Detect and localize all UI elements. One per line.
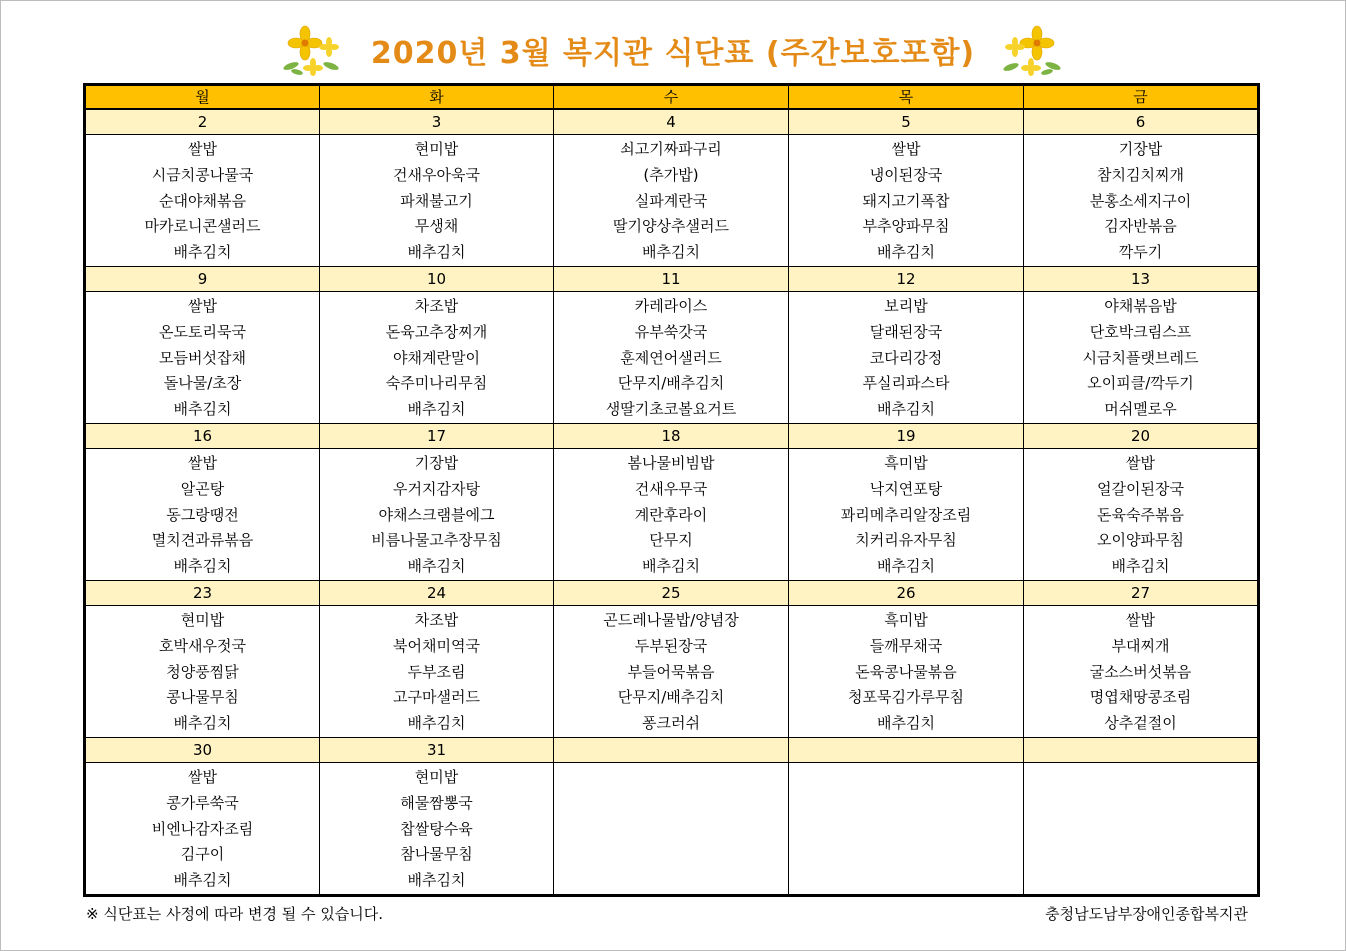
- menu-item: 들깨무채국: [869, 636, 943, 655]
- menu-item: 유부쑥갓국: [634, 322, 708, 341]
- menu-item: 온도토리묵국: [159, 322, 246, 341]
- date-cell: [554, 738, 789, 763]
- menu-item: 마카로니콘샐러드: [144, 217, 261, 236]
- menu-item: 딸기양상추샐러드: [613, 217, 729, 236]
- menu-item: 배추김치: [642, 557, 700, 576]
- menu-cell: [554, 135, 789, 267]
- menu-item: 배추김치: [407, 400, 466, 419]
- menu-item: 꽈리메추리알장조림: [840, 505, 972, 524]
- menu-item: 배추김치: [173, 400, 232, 419]
- menu-item: [554, 791, 788, 817]
- date-cell: 6: [1024, 109, 1259, 135]
- menu-item: 건새우아욱국: [393, 165, 480, 184]
- date-row: [85, 424, 1259, 449]
- menu-item: 달래된장국: [869, 322, 943, 341]
- menu-item: 배추김치: [407, 557, 466, 576]
- menu-item: 부들어묵볶음: [627, 662, 715, 681]
- menu-item: 청양풍찜닭: [166, 662, 239, 681]
- menu-cell: [789, 763, 1024, 896]
- menu-item: [1024, 765, 1257, 791]
- date-cell: 19: [789, 424, 1024, 449]
- menu-item: 낙지연포탕: [869, 479, 943, 498]
- menu-item: 알곤탕: [180, 479, 225, 498]
- menu-item: 콩가루쑥국: [166, 793, 239, 812]
- menu-item: 배추김치: [407, 871, 466, 890]
- menu-item: 훈제연어샐러드: [620, 348, 722, 367]
- menu-cell: [320, 763, 554, 896]
- page-title: 2020년 3월 복지관 식단표 (주간보호포함): [370, 36, 976, 71]
- flower-left-icon: [283, 22, 345, 78]
- menu-item: 부대찌개: [1111, 636, 1170, 655]
- menu-item: [1024, 791, 1257, 817]
- weekday-header: 목: [789, 85, 1024, 110]
- menu-item: 배추김치: [642, 243, 700, 262]
- menu-item: 배추김치: [173, 871, 232, 890]
- menu-item: 숙주미나리무침: [385, 374, 488, 393]
- menu-item: 현미밥: [414, 768, 459, 786]
- menu-item: 멸치견과류볶음: [151, 531, 254, 550]
- menu-row: [85, 763, 1259, 896]
- menu-item: 단무지/배추김치: [617, 374, 725, 393]
- menu-cell: [1024, 763, 1259, 896]
- menu-item: [789, 765, 1023, 791]
- date-cell: 27: [1024, 581, 1259, 606]
- menu-cell: [1024, 135, 1259, 267]
- menu-item: 북어채미역국: [393, 636, 480, 655]
- notice-text: ※ 식단표는 사정에 따라 변경 될 수 있습니다.: [86, 905, 384, 923]
- menu-item: [554, 765, 788, 791]
- date-cell: 5: [789, 109, 1024, 135]
- menu-item: 배추김치: [407, 714, 466, 733]
- menu-item: 김자반볶음: [1104, 217, 1177, 236]
- date-cell: 18: [554, 424, 789, 449]
- menu-item: [1024, 842, 1257, 868]
- menu-item: 쌀밥: [891, 140, 921, 158]
- menu-item: [1024, 868, 1257, 894]
- menu-item: 시금치플랫브레드: [1082, 348, 1199, 367]
- menu-item: 쌀밥: [188, 140, 217, 158]
- menu-table: [83, 83, 1260, 897]
- menu-item: 비엔나감자조림: [151, 819, 254, 838]
- menu-item: 참나물무침: [400, 845, 473, 864]
- menu-cell: [85, 606, 320, 738]
- date-cell: 16: [85, 424, 320, 449]
- menu-item: 쌀밥: [1126, 611, 1155, 629]
- menu-item: 김구이: [180, 845, 225, 864]
- menu-cell: [320, 292, 554, 424]
- menu-item: 단무지/배추김치: [617, 688, 725, 707]
- menu-cell: [554, 763, 789, 896]
- menu-item: 호박새우젓국: [159, 636, 246, 655]
- menu-cell: [789, 606, 1024, 738]
- weekday-header-row: [85, 85, 1259, 110]
- date-row: [85, 581, 1259, 606]
- menu-item: 배추김치: [173, 557, 232, 576]
- menu-item: 곤드레나물밥/양념장: [603, 611, 739, 629]
- menu-item: 돈육콩나물볶음: [855, 662, 957, 681]
- menu-cell: [85, 763, 320, 896]
- menu-body: [85, 109, 1259, 896]
- menu-item: 푸실리파스타: [862, 374, 950, 393]
- menu-item: 분홍소세지구이: [1089, 191, 1192, 210]
- menu-item: 모듬버섯잡채: [159, 348, 246, 367]
- menu-item: 퐁크러쉬: [642, 714, 700, 733]
- date-row: [85, 267, 1259, 292]
- menu-item: 배추김치: [1111, 557, 1170, 576]
- menu-item: 배추김치: [407, 243, 466, 262]
- menu-item: 우거지감자탕: [393, 479, 480, 498]
- menu-item: 얼갈이된장국: [1097, 479, 1184, 498]
- menu-cell: [1024, 449, 1259, 581]
- menu-item: 굴소스버섯볶음: [1089, 662, 1192, 681]
- menu-item: [789, 842, 1023, 868]
- menu-item: 두부된장국: [634, 636, 708, 655]
- menu-item: 돈육숙주볶음: [1097, 505, 1184, 524]
- menu-row: [85, 135, 1259, 267]
- menu-item: 차조밥: [414, 297, 459, 315]
- menu-item: 부추양파무침: [862, 217, 950, 236]
- menu-item: 배추김치: [877, 557, 935, 576]
- date-cell: 3: [320, 109, 554, 135]
- menu-item: 현미밥: [180, 611, 225, 629]
- menu-item: 카레라이스: [634, 297, 708, 315]
- menu-row: [85, 292, 1259, 424]
- menu-item: [1024, 817, 1257, 843]
- menu-cell: [789, 292, 1024, 424]
- menu-item: [789, 868, 1023, 894]
- menu-item: 실파계란국: [634, 191, 708, 210]
- date-cell: [789, 738, 1024, 763]
- menu-item: [554, 868, 788, 894]
- menu-item: 치커리유자무침: [855, 531, 957, 550]
- menu-item: 건새우무국: [634, 479, 708, 498]
- menu-item: 쌀밥: [188, 454, 217, 472]
- menu-item: 쌀밥: [188, 297, 217, 315]
- menu-item: 야채볶음밥: [1104, 297, 1177, 315]
- menu-item: 시금치콩나물국: [151, 165, 254, 184]
- menu-item: 두부조림: [407, 662, 466, 681]
- title-row: [0, 22, 1346, 78]
- menu-item: 야채계란말이: [393, 348, 480, 367]
- menu-cell: [320, 606, 554, 738]
- menu-item: [789, 791, 1023, 817]
- menu-item: 돌나물/초장: [163, 374, 242, 393]
- weekday-header: 수: [554, 85, 789, 110]
- menu-item: 해물짬뽕국: [400, 793, 473, 812]
- date-cell: 13: [1024, 267, 1259, 292]
- weekday-header: 월: [85, 85, 320, 110]
- date-row: [85, 109, 1259, 135]
- menu-cell: [554, 292, 789, 424]
- menu-cell: [1024, 606, 1259, 738]
- menu-item: 단무지: [649, 531, 693, 550]
- menu-item: 파채불고기: [400, 191, 473, 210]
- menu-item: 참치김치찌개: [1097, 165, 1184, 184]
- date-cell: 2: [85, 109, 320, 135]
- date-cell: 23: [85, 581, 320, 606]
- menu-item: 쌀밥: [1126, 454, 1155, 472]
- menu-row: [85, 449, 1259, 581]
- menu-item: 비름나물고추장무침: [371, 531, 502, 550]
- menu-item: 흑미밥: [884, 454, 928, 472]
- date-cell: [1024, 738, 1259, 763]
- menu-item: 야채스크램블에그: [378, 505, 495, 524]
- menu-item: 동그랑땡전: [166, 505, 239, 524]
- menu-item: 보리밥: [884, 297, 928, 315]
- date-cell: 31: [320, 738, 554, 763]
- menu-cell: [85, 292, 320, 424]
- menu-item: 청포묵김가루무침: [848, 688, 964, 707]
- menu-item: 찹쌀탕수육: [400, 819, 473, 838]
- menu-item: 고구마샐러드: [393, 688, 480, 707]
- menu-item: 명엽채땅콩조림: [1089, 688, 1192, 707]
- weekday-header: 화: [320, 85, 554, 110]
- menu-item: 순대야채볶음: [159, 191, 246, 210]
- menu-item: 쇠고기짜파구리: [620, 140, 722, 158]
- menu-item: (추가밥): [643, 165, 699, 184]
- menu-item: 배추김치: [877, 243, 935, 262]
- menu-item: 깍두기: [1118, 243, 1163, 262]
- weekday-header: 금: [1024, 85, 1259, 110]
- menu-cell: [85, 449, 320, 581]
- date-cell: 25: [554, 581, 789, 606]
- menu-cell: [320, 135, 554, 267]
- menu-cell: [85, 135, 320, 267]
- date-cell: 9: [85, 267, 320, 292]
- menu-item: 콩나물무침: [166, 688, 239, 707]
- menu-item: 상추겉절이: [1104, 714, 1177, 733]
- menu-item: [789, 817, 1023, 843]
- menu-item: 쌀밥: [188, 768, 217, 786]
- menu-cell: [554, 606, 789, 738]
- menu-item: 코다리강정: [869, 348, 943, 367]
- date-cell: 12: [789, 267, 1024, 292]
- menu-cell: [320, 449, 554, 581]
- menu-item: 무생채: [414, 217, 459, 236]
- date-cell: 20: [1024, 424, 1259, 449]
- date-cell: 4: [554, 109, 789, 135]
- menu-item: 기장밥: [1118, 140, 1163, 158]
- menu-item: 돼지고기폭찹: [862, 191, 950, 210]
- menu-item: 기장밥: [414, 454, 459, 472]
- menu-item: 차조밥: [414, 611, 459, 629]
- menu-item: 오이양파무침: [1097, 531, 1184, 550]
- date-cell: 10: [320, 267, 554, 292]
- date-cell: 26: [789, 581, 1024, 606]
- date-cell: 11: [554, 267, 789, 292]
- menu-item: 봄나물비빔밥: [627, 454, 715, 472]
- menu-item: 흑미밥: [884, 611, 928, 629]
- menu-item: 배추김치: [877, 714, 935, 733]
- date-cell: 30: [85, 738, 320, 763]
- menu-item: [554, 817, 788, 843]
- menu-item: 배추김치: [173, 243, 232, 262]
- menu-item: 계란후라이: [634, 505, 708, 524]
- date-row: [85, 738, 1259, 763]
- menu-item: 배추김치: [173, 714, 232, 733]
- menu-cell: [1024, 292, 1259, 424]
- menu-item: 머쉬멜로우: [1104, 400, 1177, 419]
- menu-item: 냉이된장국: [869, 165, 943, 184]
- date-cell: 24: [320, 581, 554, 606]
- menu-item: [554, 842, 788, 868]
- flower-right-icon: [1001, 22, 1063, 78]
- menu-cell: [554, 449, 789, 581]
- menu-row: [85, 606, 1259, 738]
- organization-name: 충청남도남부장애인종합복지관: [1045, 905, 1248, 923]
- menu-item: 오이피클/깍두기: [1087, 374, 1194, 393]
- menu-cell: [789, 449, 1024, 581]
- menu-item: 생딸기초코볼요거트: [605, 400, 737, 419]
- menu-cell: [789, 135, 1024, 267]
- date-cell: 17: [320, 424, 554, 449]
- menu-item: 배추김치: [877, 400, 935, 419]
- menu-item: 단호박크림스프: [1089, 322, 1192, 341]
- menu-item: 돈육고추장찌개: [385, 322, 488, 341]
- menu-item: 현미밥: [414, 140, 459, 158]
